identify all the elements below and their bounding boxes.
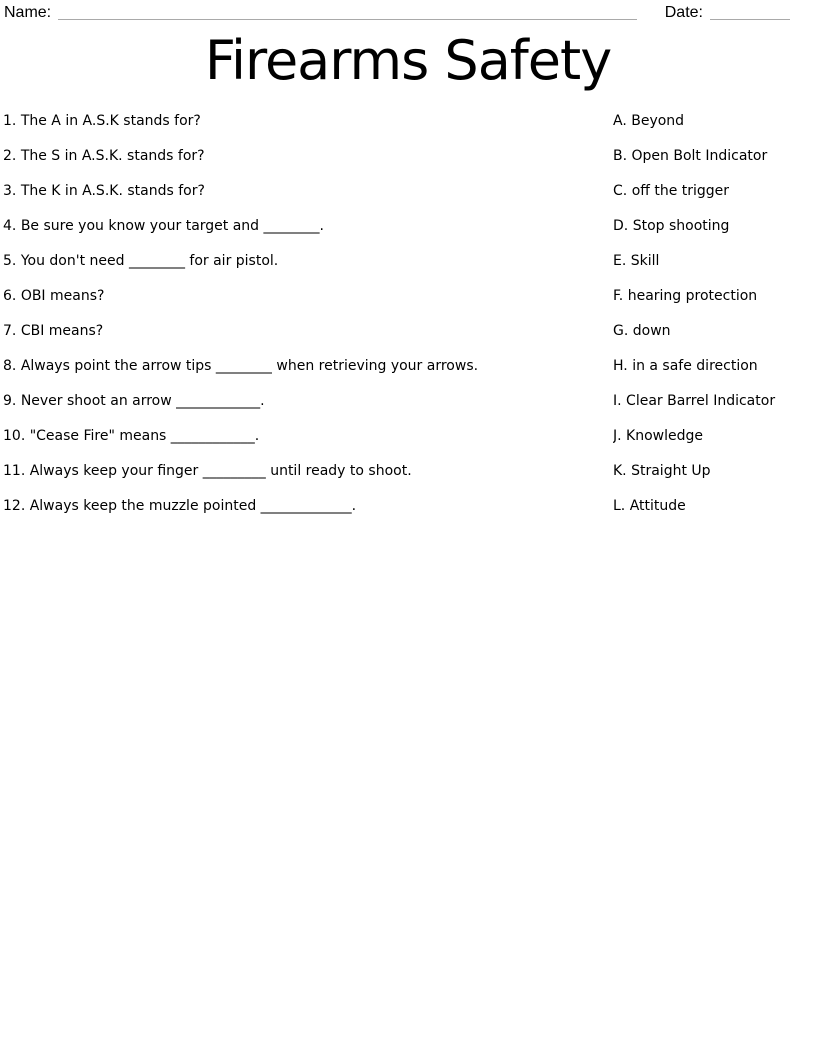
answer-letter: F. — [613, 288, 624, 304]
answer-letter: D. — [613, 218, 629, 234]
page-title: Firearms Safety — [204, 29, 612, 92]
answer-text: down — [632, 323, 671, 339]
question-text: Never shoot an arrow ____________. — [20, 393, 265, 409]
answer-item — [613, 349, 813, 384]
answer-text: Knowledge — [626, 428, 704, 444]
answer-letter: B. — [613, 148, 628, 164]
answer-text: hearing protection — [627, 288, 758, 304]
question-number: 3. — [3, 183, 17, 199]
answer-text: Skill — [630, 253, 660, 269]
question-number: 9. — [3, 393, 17, 409]
question-number: 1. — [3, 113, 17, 129]
answer-list — [613, 104, 813, 524]
question-text: The S in A.S.K. stands for? — [20, 148, 205, 164]
question-text: The K in A.S.K. stands for? — [20, 183, 205, 199]
answer-item — [613, 104, 813, 139]
question-item — [3, 244, 613, 279]
question-text: OBI means? — [20, 288, 105, 304]
question-item — [3, 419, 613, 454]
answer-item — [613, 209, 813, 244]
question-text: Always keep the muzzle pointed _____________. — [29, 498, 357, 514]
question-list — [0, 104, 613, 524]
question-item — [3, 489, 613, 524]
answer-letter: E. — [613, 253, 627, 269]
question-number: 10. — [3, 428, 26, 444]
question-number: 5. — [3, 253, 17, 269]
answer-letter: A. — [613, 113, 627, 129]
answer-letter: C. — [613, 183, 628, 199]
answer-item — [613, 454, 813, 489]
name-label: Name: — [4, 4, 52, 21]
question-item — [3, 349, 613, 384]
question-text: Always keep your finger _________ until ready to shoot. — [29, 463, 412, 479]
question-text: "Cease Fire" means ____________. — [29, 428, 260, 444]
answer-text: Stop shooting — [632, 218, 730, 234]
question-item — [3, 314, 613, 349]
answer-text: Beyond — [631, 113, 685, 129]
answer-letter: L. — [613, 498, 626, 514]
question-number: 12. — [3, 498, 26, 514]
date-blank-line — [710, 3, 790, 20]
question-item — [3, 174, 613, 209]
question-item — [3, 139, 613, 174]
question-number: 2. — [3, 148, 17, 164]
question-text: Be sure you know your target and ________. — [20, 218, 324, 234]
answer-item — [613, 244, 813, 279]
worksheet-header — [0, 0, 816, 26]
answer-letter: I. — [613, 393, 622, 409]
date-label: Date: — [664, 4, 703, 21]
question-item — [3, 384, 613, 419]
answer-letter: J. — [613, 428, 622, 444]
question-item — [3, 209, 613, 244]
name-blank-line — [58, 3, 637, 20]
answer-text: Attitude — [629, 498, 686, 514]
question-number: 11. — [3, 463, 26, 479]
question-number: 4. — [3, 218, 17, 234]
answer-item — [613, 139, 813, 174]
answer-letter: G. — [613, 323, 629, 339]
answer-item — [613, 489, 813, 524]
question-number: 8. — [3, 358, 17, 374]
answer-text: Straight Up — [631, 463, 711, 479]
answer-text: Open Bolt Indicator — [631, 148, 768, 164]
answer-item — [613, 279, 813, 314]
answer-item — [613, 314, 813, 349]
answer-text: Clear Barrel Indicator — [626, 393, 776, 409]
answer-item — [613, 384, 813, 419]
answer-text: off the trigger — [631, 183, 730, 199]
question-text: CBI means? — [20, 323, 104, 339]
answer-item — [613, 174, 813, 209]
question-text: The A in A.S.K stands for? — [20, 113, 201, 129]
question-item — [3, 279, 613, 314]
answer-letter: H. — [613, 358, 628, 374]
question-text: Always point the arrow tips ________ when retrieving your arrows. — [20, 358, 479, 374]
question-number: 7. — [3, 323, 17, 339]
answer-text: in a safe direction — [632, 358, 758, 374]
question-text: You don't need ________ for air pistol. — [20, 253, 279, 269]
worksheet-body — [0, 104, 816, 524]
answer-item — [613, 419, 813, 454]
answer-letter: K. — [613, 463, 627, 479]
question-item — [3, 104, 613, 139]
question-number: 6. — [3, 288, 17, 304]
question-item — [3, 454, 613, 489]
